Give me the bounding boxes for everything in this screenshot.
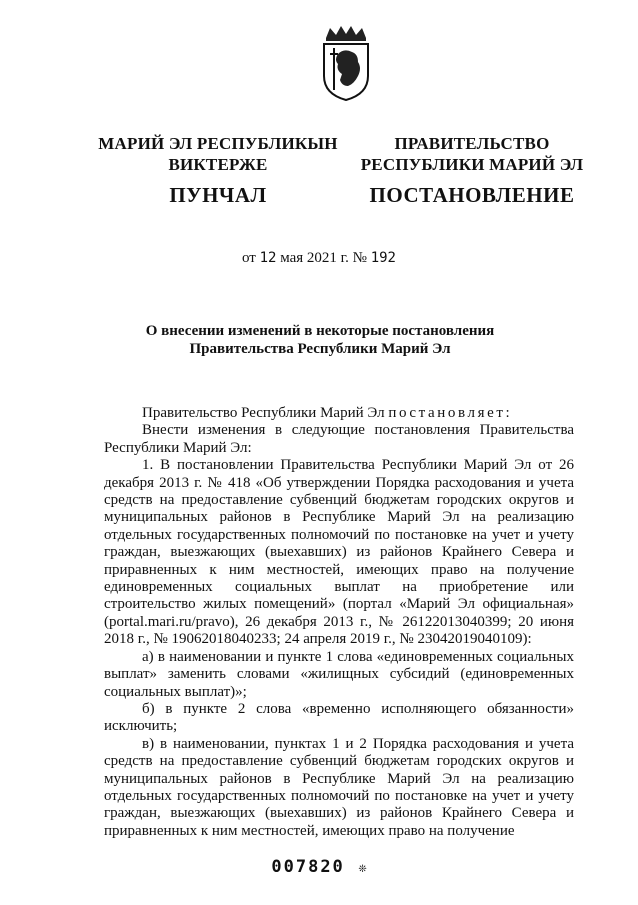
document-subject bbox=[60, 322, 580, 358]
date-middle: мая 2021 г. № bbox=[280, 250, 367, 266]
body-paragraph: в) в наименовании, пунктах 1 и 2 Порядка расходования и учета средств на предоставление субвенций бюджетам городских округов и муниципальных районов в Республике Марий Эл на реализацию отдельных государственных полномочий по постановке на учет и учету граждан, выезжающих (выехавших) из районов Крайнего Севера и приравненных к ним местностей, имеющих право на получение bbox=[104, 735, 574, 839]
body-p1-text: Правительство Республики Марий Эл bbox=[142, 405, 389, 421]
date-day: 12 bbox=[259, 250, 277, 266]
document-body bbox=[104, 405, 574, 840]
document-number: 192 bbox=[370, 250, 396, 266]
body-paragraph: Внести изменения в следующие постановления Правительства Республики Марий Эл: bbox=[104, 422, 574, 456]
coat-of-arms-icon bbox=[318, 24, 374, 102]
footer bbox=[0, 857, 638, 877]
header-right-line1: ПРАВИТЕЛЬСТВО bbox=[394, 134, 550, 153]
header-right bbox=[322, 133, 622, 210]
header-left-title: ПУНЧАЛ bbox=[169, 183, 267, 207]
body-paragraph: б) в пункте 2 слова «временно исполняющего обязанности» исключить; bbox=[104, 700, 574, 735]
body-p1-decree-word: постановляет: bbox=[388, 405, 513, 421]
date-line bbox=[0, 250, 638, 267]
date-prefix: от bbox=[242, 250, 256, 266]
header-right-line2: РЕСПУБЛИКИ МАРИЙ ЭЛ bbox=[360, 155, 584, 174]
header-left-line1: МАРИЙ ЭЛ РЕСПУБЛИКЫН bbox=[98, 134, 338, 153]
body-paragraph: 1. В постановлении Правительства Республики Марий Эл от 26 декабря 2013 г. № 418 «Об утверждении Порядка расходования и учета средств на предоставление субвенций бюджетам городских округов и муниципальных районов в Республике Марий Эл на реализацию отдельных государственных полномочий по постановке на учет и учету граждан, выезжающих (выехавших) из районов Крайнего Севера и приравненных к ним местностей, имеющих право на получение единовременных социальных выплат на приобретение или строительство жилых помещений» (портал «Марий Эл официальная» (portal.mari.ru/pravo), 26 декабря 2013 г., № 26122013040399; 20 июня 2018 г., № 19062018040233; 24 апреля 2019 г., № 23042019040109): bbox=[104, 457, 574, 648]
subject-line1: О внесении изменений в некоторые постановления bbox=[145, 323, 495, 339]
body-paragraph: а) в наименовании и пункте 1 слова «единовременных социальных выплат» заменить словами «жилищных субсидий (единовременных социальных выплат)»; bbox=[104, 648, 574, 700]
footer-mark-icon: ❊ bbox=[358, 861, 367, 876]
header-left-line2: ВИКТЕРЖЕ bbox=[168, 155, 268, 174]
body-paragraph bbox=[104, 405, 574, 422]
header-right-title: ПОСТАНОВЛЕНИЕ bbox=[369, 183, 575, 207]
serial-number: 007820 bbox=[271, 857, 345, 877]
subject-line2: Правительства Республики Марий Эл bbox=[189, 341, 451, 357]
